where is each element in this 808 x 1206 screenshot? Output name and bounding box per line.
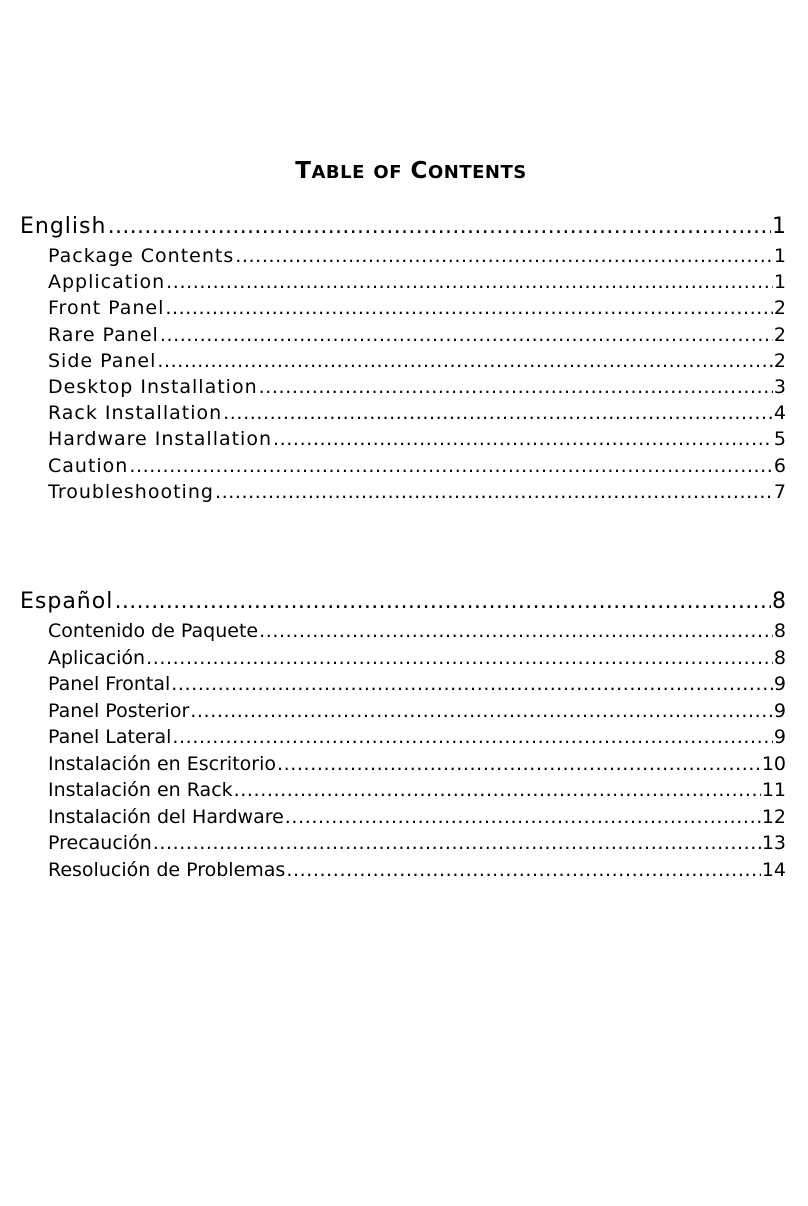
dot-leader (190, 698, 773, 725)
toc-entry-label: Aplicación (48, 646, 146, 669)
dot-leader (165, 295, 773, 321)
toc-entry[interactable] (20, 243, 786, 269)
toc-entry[interactable] (20, 777, 786, 804)
toc-heading[interactable] (20, 586, 786, 618)
toc-heading-label: English (20, 214, 107, 239)
toc-heading-label: Español (20, 589, 114, 614)
dot-leader (153, 830, 761, 857)
toc-entry-label: Rack Installation (48, 402, 223, 425)
toc-entry-page: 2 (773, 349, 786, 372)
toc-entry-page: 5 (773, 428, 786, 451)
dot-leader (171, 671, 773, 698)
toc-entry-page: 9 (773, 726, 786, 748)
dot-leader (234, 777, 761, 804)
dot-leader (259, 374, 773, 400)
toc-entry-page: 11 (761, 779, 786, 801)
toc-entry[interactable] (20, 453, 786, 479)
toc-entry[interactable] (20, 671, 786, 698)
toc-entry-label: Front Panel (48, 297, 165, 320)
toc-entry-label: Package Contents (48, 245, 235, 267)
dot-leader (160, 322, 773, 348)
toc-entry-label: Hardware Installation (48, 428, 273, 451)
toc-entry[interactable] (20, 322, 786, 348)
toc-entry-label: Panel Frontal (48, 673, 171, 695)
toc-entry[interactable] (20, 348, 786, 374)
dot-leader (146, 645, 773, 672)
toc-entry-page: 1 (773, 271, 786, 294)
toc-entry[interactable] (20, 645, 786, 672)
toc-entry-page: 9 (773, 699, 786, 722)
dot-leader (129, 453, 773, 479)
toc-entry-label: Instalación del Hardware (48, 805, 284, 828)
toc-entry-label: Side Panel (48, 349, 157, 372)
dot-leader (286, 857, 760, 884)
dot-leader (114, 586, 771, 618)
toc-entry[interactable] (20, 618, 786, 645)
toc-entry-page: 3 (773, 375, 786, 398)
toc-entry-label: Resolución de Problemas (48, 858, 286, 881)
toc-entry-label: Instalación en Rack (48, 779, 233, 801)
toc-entry[interactable] (20, 830, 786, 857)
toc-entry-label: Caution (48, 454, 129, 477)
toc-entry-label: Application (48, 271, 166, 294)
dot-leader (285, 804, 761, 831)
toc-entry-page: 10 (761, 752, 786, 775)
dot-leader (235, 243, 773, 269)
toc-entry[interactable] (20, 751, 786, 778)
toc-entry-page: 4 (773, 402, 786, 425)
toc-entry-page: 12 (761, 805, 786, 828)
dot-leader (259, 618, 773, 645)
dot-leader (215, 479, 773, 505)
toc-entry-page: 1 (773, 245, 786, 267)
toc-entry-page: 2 (773, 323, 786, 346)
toc-entry-page: 6 (773, 454, 786, 477)
toc-entry-label: Instalación en Escritorio (48, 752, 276, 775)
toc-entry-label: Panel Lateral (48, 726, 172, 748)
toc-entry-page: 2 (773, 297, 786, 320)
toc-entry-page: 14 (761, 858, 786, 881)
toc-entry[interactable] (20, 400, 786, 426)
toc-entry[interactable] (20, 857, 786, 884)
toc-section-espanol (20, 586, 786, 883)
dot-leader (273, 426, 773, 452)
toc-entry[interactable] (20, 269, 786, 295)
toc-entry-page: 13 (761, 832, 786, 854)
toc-entry-label: Contenido de Paquete (48, 620, 259, 642)
toc-heading-page: 8 (772, 589, 786, 614)
toc-entry[interactable] (20, 724, 786, 751)
toc-entry[interactable] (20, 479, 786, 505)
toc-heading-page: 1 (772, 214, 786, 239)
toc-entry[interactable] (20, 804, 786, 831)
toc-entry-label: Rare Panel (48, 323, 159, 346)
page-title: TABLE OF CONTENTS (295, 158, 527, 184)
toc-entry-page: 8 (773, 620, 786, 642)
toc-entry[interactable] (20, 374, 786, 400)
dot-leader (157, 348, 773, 374)
toc-heading[interactable] (20, 211, 786, 243)
toc-entry[interactable] (20, 426, 786, 452)
dot-leader (166, 269, 773, 295)
dot-leader (223, 400, 773, 426)
dot-leader (172, 724, 773, 751)
toc-entry-label: Troubleshooting (48, 480, 214, 503)
dot-leader (107, 211, 771, 243)
toc-entry-page: 8 (773, 646, 786, 669)
toc-entry[interactable] (20, 295, 786, 321)
toc-section-english (20, 211, 786, 505)
dot-leader (277, 751, 761, 778)
toc-entry[interactable] (20, 698, 786, 725)
toc-entry-page: 9 (773, 673, 786, 695)
toc-entry-label: Desktop Installation (48, 375, 258, 398)
toc-entry-label: Precaución (48, 832, 152, 854)
toc-entry-label: Panel Posterior (48, 699, 190, 722)
toc-entry-page: 7 (773, 480, 786, 503)
